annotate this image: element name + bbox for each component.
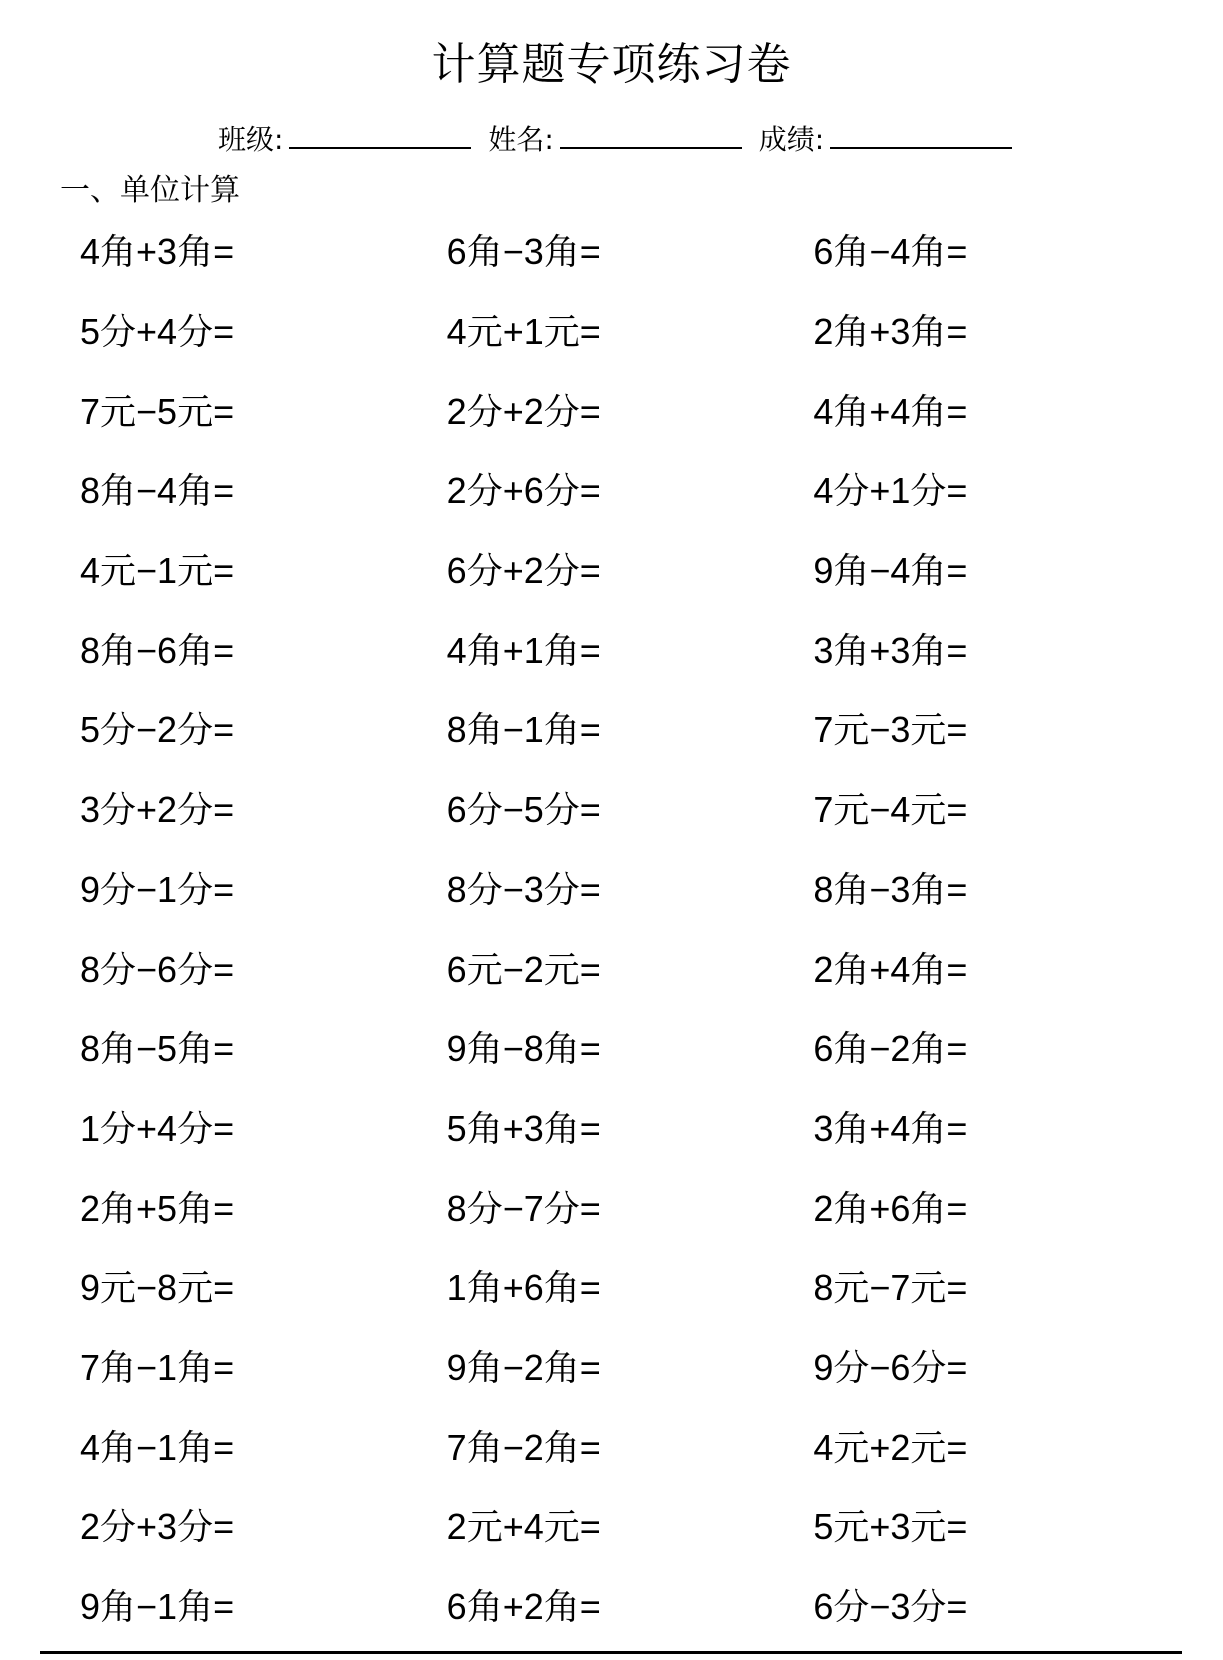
name-blank[interactable] <box>560 121 742 149</box>
problem-item: 5分−2分= <box>80 709 235 751</box>
problem-item: 6角−2角= <box>813 1028 968 1070</box>
problem-item: 2分+2分= <box>446 390 601 432</box>
problem-item: 5角+3角= <box>446 1107 601 1149</box>
problem-item: 4元+1元= <box>446 311 601 353</box>
problem-row <box>80 1485 1180 1565</box>
problem-item: 4元+2元= <box>813 1426 968 1468</box>
problem-item: 1角+6角= <box>446 1267 601 1309</box>
problem-item: 9角−8角= <box>446 1028 601 1070</box>
problem-grid <box>80 210 1180 1644</box>
problem-item: 7元−5元= <box>80 390 235 432</box>
problem-row <box>80 369 1180 449</box>
problem-item: 2分+3分= <box>80 1506 235 1548</box>
problem-item: 4角+3角= <box>80 231 235 273</box>
problem-row <box>80 449 1180 529</box>
problem-item: 8分−3分= <box>446 868 601 910</box>
section-title: 一、单位计算 <box>60 173 240 208</box>
student-info-line <box>218 118 1020 158</box>
score-blank[interactable] <box>830 121 1012 149</box>
problem-item: 5分+4分= <box>80 311 235 353</box>
problem-item: 9角−2角= <box>446 1346 601 1388</box>
problem-item: 1分+4分= <box>80 1107 235 1149</box>
problem-row <box>80 290 1180 370</box>
problem-row <box>80 1087 1180 1167</box>
problem-item: 9元−8元= <box>80 1267 235 1309</box>
problem-row <box>80 688 1180 768</box>
problem-item: 2元+4元= <box>446 1506 601 1548</box>
problem-item: 6分+2分= <box>446 550 601 592</box>
problem-item: 8角−4角= <box>80 470 235 512</box>
problem-item: 4角+4角= <box>813 390 968 432</box>
class-blank[interactable] <box>289 121 471 149</box>
problem-item: 8角−5角= <box>80 1028 235 1070</box>
problem-row <box>80 1246 1180 1326</box>
problem-item: 9分−6分= <box>813 1346 968 1388</box>
problem-item: 8角−6角= <box>80 629 235 671</box>
problem-item: 4分+1分= <box>813 470 968 512</box>
problem-row <box>80 1166 1180 1246</box>
problem-row <box>80 768 1180 848</box>
problem-item: 2分+6分= <box>446 470 601 512</box>
problem-item: 2角+5角= <box>80 1187 235 1229</box>
page-title: 计算题专项练习卷 <box>431 39 792 90</box>
problem-item: 7元−3元= <box>813 709 968 751</box>
problem-row <box>80 1405 1180 1485</box>
problem-item: 2角+4角= <box>813 948 968 990</box>
problem-item: 6角−3角= <box>446 231 601 273</box>
class-label: 班级: <box>218 123 284 156</box>
problem-item: 6元−2元= <box>446 948 601 990</box>
problem-item: 4元−1元= <box>80 550 235 592</box>
problem-item: 3分+2分= <box>80 789 235 831</box>
problem-row <box>80 529 1180 609</box>
score-label: 成绩: <box>758 123 825 156</box>
problem-row <box>80 1565 1180 1645</box>
problem-item: 9角−4角= <box>813 550 968 592</box>
problem-row <box>80 608 1180 688</box>
problem-item: 9分−1分= <box>80 868 235 910</box>
problem-item: 4角+1角= <box>446 629 601 671</box>
problem-row <box>80 1326 1180 1406</box>
problem-item: 7元−4元= <box>813 789 968 831</box>
problem-item: 8分−7分= <box>446 1187 601 1229</box>
problem-item: 7角−1角= <box>80 1346 235 1388</box>
problem-item: 5元+3元= <box>813 1506 968 1548</box>
problem-row <box>80 210 1180 290</box>
problem-item: 8分−6分= <box>80 948 235 990</box>
problem-item: 4角−1角= <box>80 1426 235 1468</box>
problem-item: 7角−2角= <box>446 1426 601 1468</box>
bottom-divider <box>40 1651 1182 1654</box>
problem-item: 3角+4角= <box>813 1107 968 1149</box>
problem-item: 6角−4角= <box>813 231 968 273</box>
problem-row <box>80 848 1180 928</box>
problem-item: 6分−3分= <box>813 1586 968 1628</box>
problem-item: 8角−3角= <box>813 868 968 910</box>
problem-item: 9角−1角= <box>80 1586 235 1628</box>
name-label: 姓名: <box>488 123 554 156</box>
problem-item: 2角+3角= <box>813 311 968 353</box>
problem-item: 6角+2角= <box>446 1586 601 1628</box>
problem-item: 8元−7元= <box>813 1267 968 1309</box>
problem-item: 6分−5分= <box>446 789 601 831</box>
problem-item: 2角+6角= <box>813 1187 968 1229</box>
problem-row <box>80 927 1180 1007</box>
problem-item: 3角+3角= <box>813 629 968 671</box>
problem-item: 8角−1角= <box>446 709 601 751</box>
problem-row <box>80 1007 1180 1087</box>
